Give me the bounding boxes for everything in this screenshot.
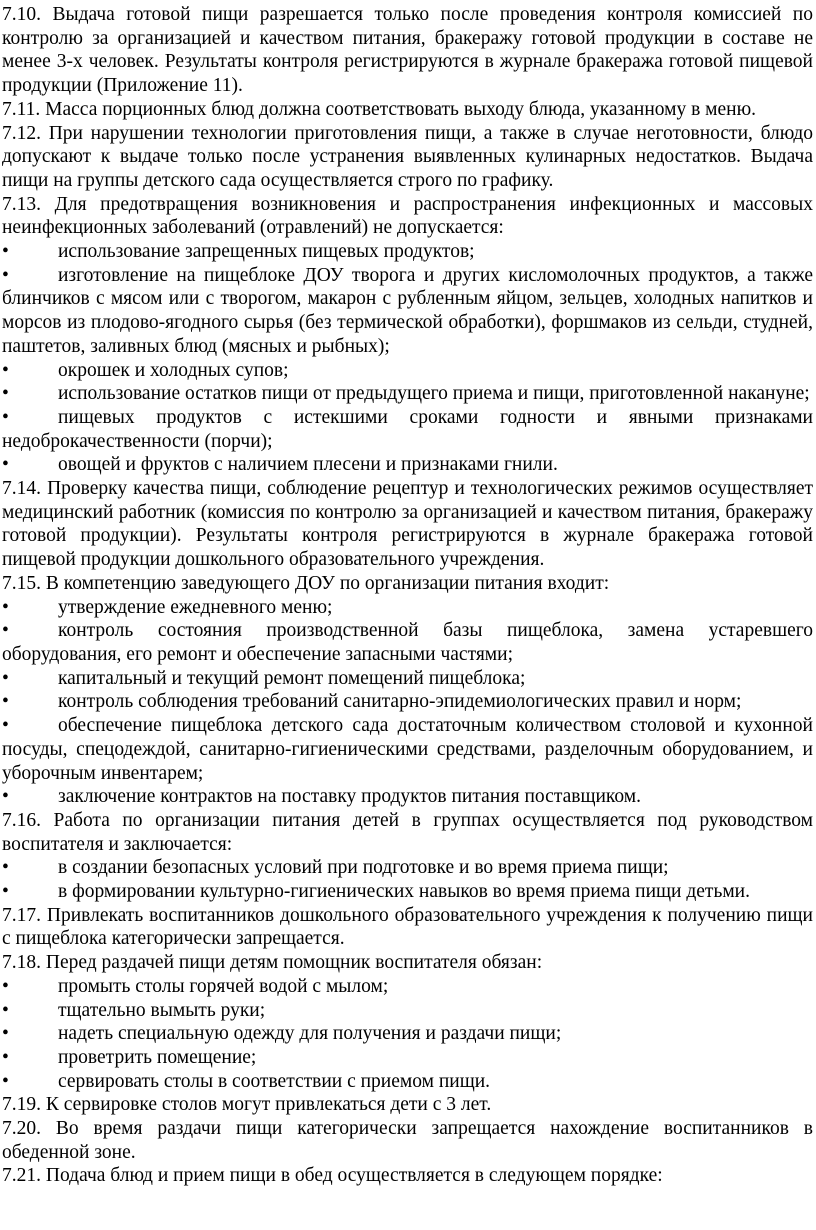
bullet-item <box>2 382 813 406</box>
bullet-item <box>2 264 813 359</box>
bullet-text: надеть специальную одежду для получения и раздачи пищи; <box>58 1023 562 1045</box>
bullet-text: окрошек и холодных супов; <box>58 359 289 381</box>
bullet-marker: • <box>2 1070 9 1092</box>
bullet-marker: • <box>2 264 9 286</box>
bullet-item <box>2 596 813 620</box>
bullet-text: в создании безопасных условий при подготовке и во время приема пищи; <box>58 857 669 879</box>
bullet-item <box>2 856 813 880</box>
paragraph-7-13: 7.13. Для предотвращения возникновения и распространения инфекционных и массовых неинфекционных заболеваний (отравлений) не допускается: <box>2 193 813 239</box>
paragraph-7-17: 7.17. Привлекать воспитанников дошкольного образовательного учреждения к получению пищи с пищеблока категорически запрещается. <box>2 904 813 950</box>
bullet-marker: • <box>2 691 9 713</box>
paragraph-7-19: 7.19. К сервировке столов могут привлекаться дети с 3 лет. <box>2 1094 492 1116</box>
bullet-text: тщательно вымыть руки; <box>58 999 266 1021</box>
bullet-text: обеспечение пищеблока детского сада достаточным количеством столовой и кухонной посуды, спецодеждой, санитарно-гигиеническими средствами, разделочным оборудованием, и уборочным инвентарем; <box>2 715 813 784</box>
bullet-text: контроль соблюдения требований санитарно-эпидемиологических правил и норм; <box>58 691 742 713</box>
bullet-text: капитальный и текущий ремонт помещений пищеблока; <box>58 667 526 689</box>
bullet-text: использование остатков пищи от предыдущего приема и пищи, приготовленной накануне; <box>58 383 810 405</box>
bullet-text: утверждение ежедневного меню; <box>58 596 333 618</box>
bullet-item <box>2 880 813 904</box>
paragraph-7-14: 7.14. Проверку качества пищи, соблюдение рецептур и технологических режимов осуществляет медицинский работник (комиссия по контролю за организацией и качеством питания, бракеражу готовой продукции). Результаты контроля регистрируются в журнале бракеража готовой пищевой продукции дошкольного образовательного учреждения. <box>2 478 813 571</box>
bullet-text: сервировать столы в соответствии с приемом пищи. <box>58 1070 491 1092</box>
bullet-item <box>2 240 813 264</box>
bullet-text: пищевых продуктов с истекшими сроками годности и явными признаками недоброкачественности (порчи); <box>2 406 813 452</box>
paragraph-7-15: 7.15. В компетенцию заведующего ДОУ по организации питания входит: <box>2 572 610 594</box>
bullet-item <box>2 690 813 714</box>
bullet-item <box>2 453 813 477</box>
bullet-item <box>2 999 813 1023</box>
bullet-item <box>2 359 813 383</box>
paragraph-7-16: 7.16. Работа по организации питания детей в группах осуществляется под руководством воспитателя и заключается: <box>2 809 813 855</box>
bullet-item <box>2 1070 813 1094</box>
bullet-marker: • <box>2 881 9 903</box>
bullet-marker: • <box>2 241 9 263</box>
bullet-text: контроль состояния производственной базы пищеблока, замена устаревшего оборудования, его ремонт и обеспечение запасными частями; <box>2 620 813 665</box>
paragraph-7-21: 7.21. Подача блюд и прием пищи в обед осуществляется в следующем порядке: <box>2 1165 663 1187</box>
bullet-marker: • <box>2 715 9 737</box>
bullet-marker: • <box>2 1023 9 1045</box>
bullet-text: овощей и фруктов с наличием плесени и признаками гнили. <box>58 454 558 476</box>
bullet-marker: • <box>2 383 9 405</box>
paragraph-7-18: 7.18. Перед раздачей пищи детям помощник воспитателя обязан: <box>2 952 543 974</box>
bullet-text: промыть столы горячей водой с мылом; <box>58 975 389 997</box>
paragraph-7-10: 7.10. Выдача готовой пищи разрешается только после проведения контроля комиссией по контролю за организацией и качеством питания, бракеражу готовой продукции в составе не менее 3-х человек. Результаты контроля регистрируются в журнале бракеража готовой пищевой продукции (Приложение 11). <box>2 4 813 97</box>
bullet-item <box>2 619 813 666</box>
paragraph-7-12: 7.12. При нарушении технологии приготовления пищи, а также в случае неготовности, блюдо допускают к выдаче только после устранения выявленных кулинарных недостатков. Выдача пищи на группы детского сада осуществляется строго по графику. <box>2 122 813 191</box>
bullet-item <box>2 1022 813 1046</box>
bullet-marker: • <box>2 454 9 476</box>
bullet-marker: • <box>2 975 9 997</box>
bullet-marker: • <box>2 857 9 879</box>
bullet-item <box>2 975 813 999</box>
bullet-text: в формировании культурно-гигиенических навыков во время приема пищи детьми. <box>58 881 750 903</box>
bullet-marker: • <box>2 667 9 689</box>
bullet-marker: • <box>2 786 9 808</box>
bullet-marker: • <box>2 359 9 381</box>
bullet-marker: • <box>2 620 9 642</box>
bullet-marker: • <box>2 1046 9 1068</box>
bullet-text: заключение контрактов на поставку продуктов питания поставщиком. <box>58 786 641 808</box>
bullet-item <box>2 406 813 453</box>
paragraph-7-20: 7.20. Во время раздачи пищи категорически запрещается нахождение воспитанников в обеденной зоне. <box>2 1118 813 1163</box>
bullet-item <box>2 714 813 785</box>
paragraph-7-11: 7.11. Масса порционных блюд должна соответствовать выходу блюда, указанному в меню. <box>2 98 757 120</box>
bullet-marker: • <box>2 999 9 1021</box>
bullet-marker: • <box>2 406 9 428</box>
bullet-item <box>2 1046 813 1070</box>
bullet-item <box>2 785 813 809</box>
bullet-item <box>2 667 813 691</box>
bullet-text: использование запрещенных пищевых продуктов; <box>58 241 475 263</box>
bullet-text: проветрить помещение; <box>58 1046 257 1068</box>
bullet-text: изготовление на пищеблоке ДОУ творога и других кисломолочных продуктов, а также блинчиков с мясом или с творогом, макарон с рубленным яйцом, зельцев, холодных напитков и морсов из плодово-ягодного сырья (без термической обработки), форшмаков из сельди, студней, паштетов, заливных блюд (мясных и рыбных); <box>2 264 813 357</box>
bullet-marker: • <box>2 596 9 618</box>
